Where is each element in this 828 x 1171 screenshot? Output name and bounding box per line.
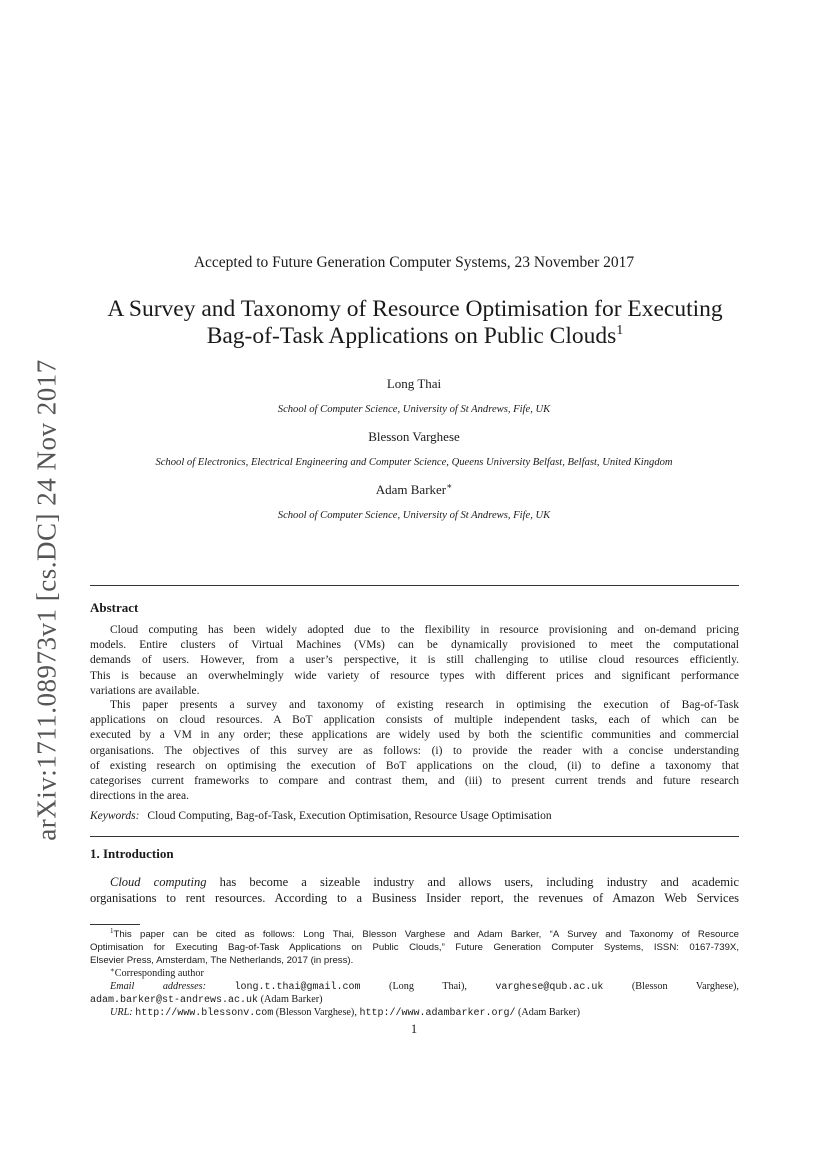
abstract-heading: Abstract <box>90 600 139 615</box>
abstract-line: organisations. The objectives of this survey are as follows: (i) to provide the reader with a concise understanding <box>90 744 739 757</box>
abstract-line: This is because an overwhelmingly wide variety of resource types with different prices and significant performance <box>90 669 739 682</box>
introduction-line: Cloud computing has become a sizeable industry and allows users, including industry and academic <box>110 875 739 889</box>
arxiv-identifier: arXiv:1711.08973v1 [cs.DC] 24 Nov 2017 <box>31 359 62 841</box>
abstract-paragraph-1 <box>90 623 739 699</box>
abstract-line: variations are available. <box>90 684 200 697</box>
keywords-label: Keywords: <box>90 810 140 822</box>
url-link[interactable]: http://www.adambarker.org/ <box>359 1008 516 1019</box>
title-line-2: Bag-of-Task Applications on Public Clouds$^1$ <box>206 323 624 349</box>
url-label: URL: <box>110 1007 133 1018</box>
abstract-line: This paper presents a survey and taxonomy of existing research in optimising the execution of Bag-of-Task <box>110 699 739 711</box>
url-link[interactable]: http://www.blessonv.com <box>135 1008 274 1019</box>
paper-title <box>90 296 740 350</box>
abstract-line: of existing research on optimising the execution of BoT applications on the cloud, (ii) to define a taxonomy that <box>90 759 739 772</box>
abstract-line: categorises current frameworks to compare and contrast them, and (iii) to present current trends and future research <box>90 774 739 787</box>
introduction-paragraph <box>90 874 739 906</box>
footnote-line: Elsevier Press, Amsterdam, The Netherlands, 2017 (in press). <box>90 955 354 966</box>
footnote-line: Email addresses: long.t.thai@gmail.com (Long Thai), varghese@qub.ac.uk (Blesson Varghese), <box>110 981 739 993</box>
author-name: Adam Barker∗ <box>375 481 453 497</box>
abstract-line: executed by a VM in any order; these applications are widely used by both the scientific communities and commercial <box>90 729 739 742</box>
email-footnote <box>90 980 739 1006</box>
abstract-paragraph-2 <box>90 698 739 804</box>
footnote-rule <box>90 924 140 925</box>
abstract-top-rule <box>90 585 739 586</box>
abstract-line: directions in the area. <box>90 790 189 803</box>
introduction-heading: 1. Introduction <box>90 846 174 861</box>
corresponding-footnote <box>90 967 739 980</box>
footnote-line: $^1$This paper can be cited as follows: Long Thai, Blesson Varghese and Adam Barker, “A Survey and Taxonomy of Resource <box>110 927 739 940</box>
page-number: 1 <box>410 1022 418 1036</box>
footnote-line: URL: http://www.blessonv.com (Blesson Varghese), http://www.adambarker.org/ (Adam Barker) <box>110 1007 580 1019</box>
cloud-computing-term: Cloud computing <box>110 875 207 889</box>
citation-footnote <box>90 928 739 967</box>
keywords-value: Cloud Computing, Bag-of-Task, Execution Optimisation, Resource Usage Optimisation <box>147 810 552 822</box>
email-link[interactable]: varghese@qub.ac.uk <box>495 982 604 993</box>
keywords <box>90 810 552 822</box>
url-footnote <box>90 1006 739 1019</box>
email-label: Email addresses: <box>110 981 207 992</box>
author-affiliation: School of Computer Science, University of St Andrews, Fife, UK <box>277 510 551 521</box>
footnote-line: Optimisation for Executing Bag-of-Task Applications on Public Clouds,” Future Generation Computer Systems, ISSN: 0167-739X, <box>90 942 739 953</box>
title-footnote-mark: 1 <box>616 323 624 338</box>
title-line-1: A Survey and Taxonomy of Resource Optimisation for Executing <box>107 296 723 322</box>
email-link[interactable]: long.t.thai@gmail.com <box>234 982 361 993</box>
acceptance-note: Accepted to Future Generation Computer Systems, 23 November 2017 <box>193 254 635 271</box>
author-name: Long Thai <box>386 376 442 391</box>
author-name: Blesson Varghese <box>368 429 460 444</box>
abstract-line: applications on cloud resources. A BoT application consists of multiple independent tasks, each of which can be <box>90 714 739 727</box>
author-affiliation: School of Computer Science, University of St Andrews, Fife, UK <box>277 404 551 415</box>
abstract-bottom-rule <box>90 836 739 837</box>
abstract-line: Cloud computing has been widely adopted due to the flexibility in resource provisioning and on-demand pricing <box>110 624 739 636</box>
introduction-line: organisations to rent resources. According to a Business Insider report, the revenues of Amazon Web Services <box>90 891 739 905</box>
email-link[interactable]: adam.barker@st-andrews.ac.uk <box>90 995 259 1006</box>
corresponding-mark: ∗ <box>446 481 453 491</box>
footnote-line: adam.barker@st-andrews.ac.uk (Adam Barker) <box>90 994 323 1006</box>
abstract-line: models. Entire clusters of Virtual Machines (VMs) can be dynamically provisioned to meet the computational <box>90 639 739 652</box>
author-affiliation: School of Electronics, Electrical Engineering and Computer Science, Queens University Belfast, Belfast, United Kingdom <box>155 457 673 468</box>
footnote-line: ∗Corresponding author <box>110 966 204 979</box>
abstract-line: demands of users. However, from a user’s perspective, it is still challenging to utilise cloud resources efficiently. <box>90 654 739 667</box>
